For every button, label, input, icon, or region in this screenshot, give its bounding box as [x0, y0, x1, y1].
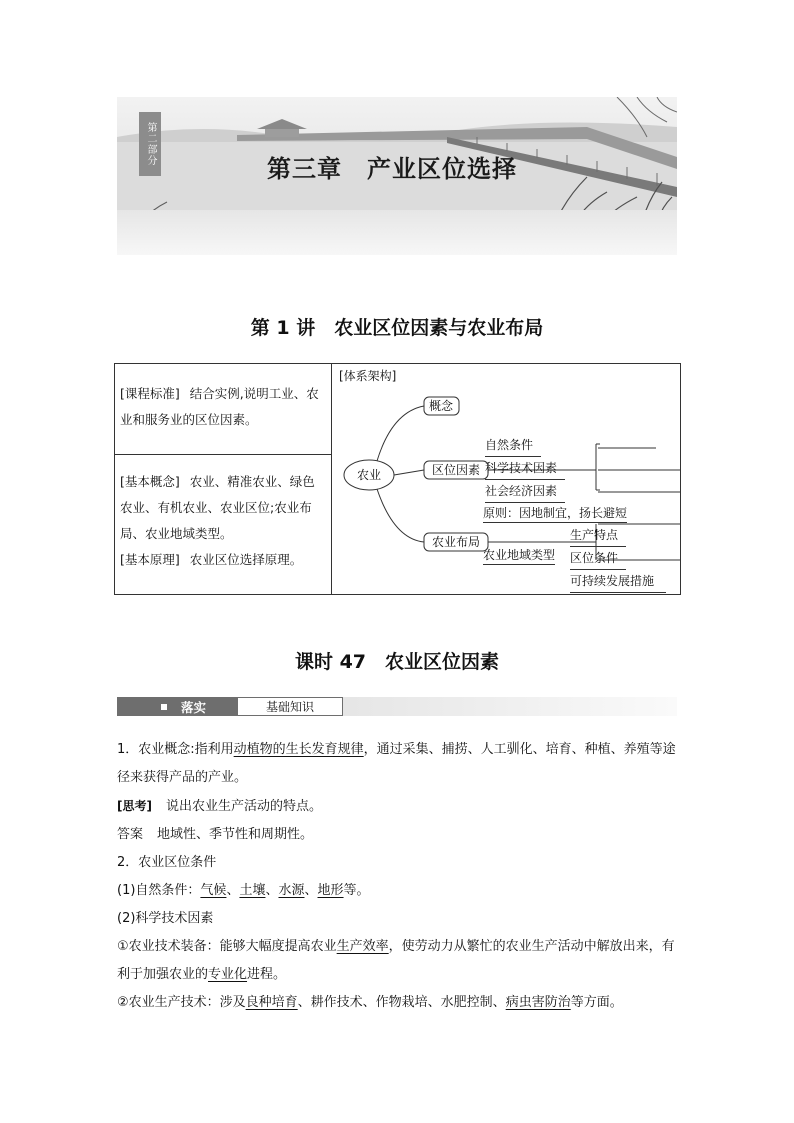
layout-principle-text: 原则：因地制宜，扬长避短: [483, 504, 627, 523]
separator: 、: [265, 883, 279, 898]
underlined-term: 动植物的生长发育规律: [233, 742, 364, 757]
text-span: ②农业生产技术：涉及: [117, 995, 246, 1010]
text-span: (1)自然条件：: [117, 883, 201, 898]
concept-label: [基本概念]: [120, 474, 180, 489]
separator: 、: [226, 883, 240, 898]
region-type-text: 农业地域类型: [483, 546, 555, 565]
principle-label: [基本原理]: [120, 552, 180, 567]
text-span: 等。: [343, 883, 370, 898]
paragraph-agriculture-concept: [117, 736, 679, 792]
chapter-title: 第三章 产业区位选择: [267, 155, 517, 183]
chapter-banner: [117, 97, 677, 255]
principle-text: 农业区位选择原理。: [189, 552, 303, 567]
lecture-title: 第 1 讲 农业区位因素与农业布局: [250, 317, 544, 339]
location-item: 科学技术因素: [485, 457, 565, 480]
node-location-label: 区位因素: [431, 463, 481, 477]
text-span: 进程。: [247, 967, 287, 982]
layout-principle: [483, 504, 627, 523]
framework-left-column: [115, 364, 332, 594]
concept-text: 农业、精准农业、绿色农业、有机农业、农业区位;农业布局、农业地域类型。: [120, 474, 315, 541]
part-tag: 第二部分: [139, 112, 161, 176]
paragraph-technology-factors: (2)科学技术因素: [117, 911, 214, 926]
underlined-term: 专业化: [208, 967, 248, 982]
curriculum-label: [课程标准]: [120, 386, 180, 401]
framework-table: [114, 363, 681, 595]
region-item: 生产特点: [570, 524, 626, 547]
region-item: 区位条件: [570, 547, 626, 570]
underlined-term: 生产效率: [336, 939, 389, 954]
answer-label: 答案: [117, 827, 144, 842]
basic-concepts-cell: [115, 455, 331, 573]
location-items-list: [485, 434, 565, 503]
underlined-term: 病虫害防治: [505, 995, 571, 1010]
text-span: 等方面。: [570, 995, 623, 1010]
body-content: [117, 736, 679, 1017]
location-item: 社会经济因素: [485, 480, 565, 503]
connector-concept: [377, 406, 424, 461]
section-dark-label: [117, 697, 237, 716]
text-span: 1．农业概念:指利用: [117, 742, 234, 757]
architecture-label: [体系架构]: [339, 369, 397, 383]
underlined-term: 土壤: [239, 883, 266, 898]
underlined-term: 水源: [278, 883, 305, 898]
section-label-text: 落实: [181, 699, 207, 715]
layout-region-type: [483, 546, 555, 565]
curriculum-standard-cell: [115, 364, 331, 455]
connector-layout: [377, 489, 424, 542]
root-node-label: 农业: [356, 468, 382, 482]
node-layout-label: 农业布局: [431, 535, 481, 549]
paragraph-natural-conditions: [117, 877, 679, 905]
text-span: ①农业技术装备：能够大幅度提高农业: [117, 939, 337, 954]
section-bar: [117, 697, 677, 716]
node-concept-label: 概念: [428, 399, 454, 413]
underlined-term: 良种培育: [245, 995, 298, 1010]
think-text: 说出农业生产活动的特点。: [165, 799, 322, 814]
paragraph-answer: [117, 821, 679, 849]
region-item: 可持续发展措施: [570, 570, 666, 593]
text-span: 、耕作技术、作物栽培、水肥控制、: [297, 995, 506, 1010]
location-item: 自然条件: [485, 434, 541, 457]
underlined-term: 地形: [317, 883, 344, 898]
text-span: ，通过采集、捕捞、人工驯化、培育、种植、养殖等途径来获得产品的产业。: [117, 742, 676, 785]
underlined-term: 气候: [200, 883, 227, 898]
lesson-title: 课时 47 农业区位因素: [294, 651, 500, 673]
region-items-list: [570, 524, 666, 593]
section-box-label: 基础知识: [237, 697, 343, 716]
paragraph-think: [117, 792, 679, 821]
answer-text: 地域性、季节性和周期性。: [157, 827, 314, 842]
connector-location: [394, 470, 424, 475]
paragraph-location-conditions: 2．农业区位条件: [117, 855, 217, 870]
square-bullet-icon: [161, 704, 167, 710]
paragraph-tech-equipment: [117, 933, 679, 989]
text-span: ，使劳动力从繁忙的农业生产活动中解放出来，有利于加强农业的: [117, 939, 675, 982]
separator: 、: [304, 883, 318, 898]
think-label: [思考]: [117, 799, 152, 813]
paragraph-production-tech: [117, 989, 679, 1017]
curriculum-text: 结合实例,说明工业、农业和服务业的区位因素。: [120, 386, 319, 427]
